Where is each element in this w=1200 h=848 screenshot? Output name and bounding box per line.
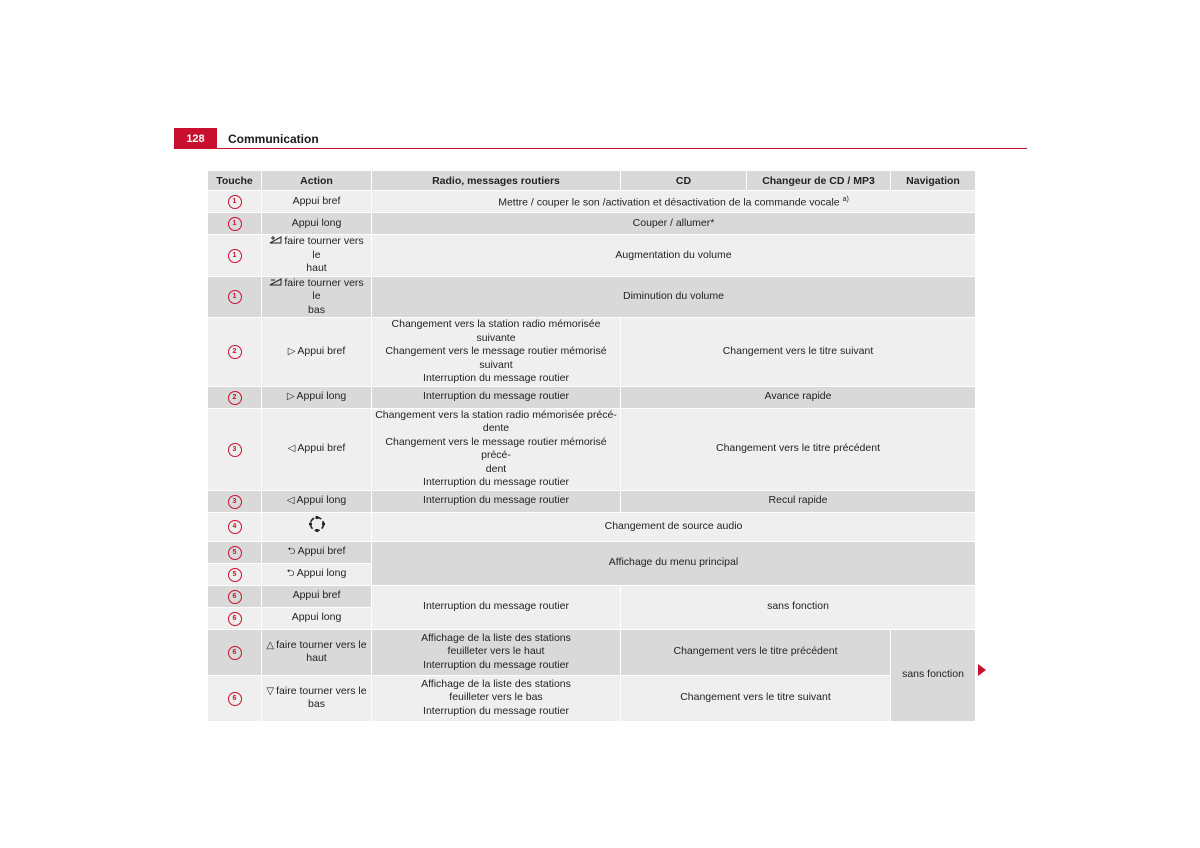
media-cell: Changement vers le titre suivant [621, 676, 890, 721]
action-cell: faire tourner vers le bas [262, 277, 371, 318]
function-cell: Diminution du volume [372, 277, 975, 318]
table-row [208, 586, 975, 607]
down-triangle-icon: ▽ [266, 685, 275, 697]
next-triangle-icon: ▷ [286, 391, 295, 403]
header-action: Action [262, 171, 371, 190]
function-cell: Affichage du menu principal [372, 542, 975, 585]
media-cell: Changement vers le titre suivant [621, 318, 975, 386]
key-cell [208, 318, 261, 386]
source-rotate-icon [308, 524, 326, 536]
key-number-badge: 6 [228, 692, 242, 706]
function-cell [372, 191, 975, 212]
action-cell: Appui long [262, 213, 371, 234]
key-number-badge: 6 [228, 590, 242, 604]
radio-cell: Interruption du message routier [372, 491, 620, 512]
key-cell [208, 191, 261, 212]
table-row [208, 513, 975, 541]
key-cell [208, 235, 261, 276]
radio-cell: Interruption du message routier [372, 387, 620, 408]
radio-cell: Changement vers la station radio mémorisée précé- dente Changement vers le message routier mémorisé précé- dent Interruption du message routier [372, 409, 620, 490]
function-cell: Couper / allumer* [372, 213, 975, 234]
key-cell [208, 491, 261, 512]
media-cell: Recul rapide [621, 491, 975, 512]
table-row [208, 277, 975, 318]
key-number-badge: 2 [228, 391, 242, 405]
previous-triangle-icon: ◁ [287, 443, 296, 455]
header-navigation: Navigation [891, 171, 975, 190]
key-cell [208, 513, 261, 541]
key-number-badge: 1 [228, 195, 242, 209]
volume-down-icon [269, 277, 282, 291]
key-cell [208, 676, 261, 721]
radio-cell: Interruption du message routier [372, 586, 620, 629]
table-row [208, 676, 975, 721]
radio-cell: Changement vers la station radio mémorisée suivante Changement vers le message routier mémorisé suivant Interruption du message routier [372, 318, 620, 386]
key-number-badge: 1 [228, 217, 242, 231]
controls-table [207, 170, 976, 722]
function-cell: Augmentation du volume [372, 235, 975, 276]
table-row [208, 630, 975, 675]
table-row [208, 542, 975, 563]
table-row [208, 318, 975, 386]
table-header-row [208, 171, 975, 190]
action-cell: ▷ Appui long [262, 387, 371, 408]
media-cell: sans fonction [621, 586, 975, 629]
action-cell: Appui bref [262, 191, 371, 212]
key-cell [208, 564, 261, 585]
key-number-badge: 3 [228, 443, 242, 457]
key-cell [208, 608, 261, 629]
table-row [208, 491, 975, 512]
table-row [208, 387, 975, 408]
navigation-cell: sans fonction [891, 630, 975, 721]
footnote-marker: a) [842, 196, 849, 203]
action-cell [262, 513, 371, 541]
key-cell [208, 542, 261, 563]
action-cell: ⮌ Appui bref [262, 542, 371, 563]
header-rule [174, 148, 1027, 149]
key-number-badge: 4 [228, 520, 242, 534]
header-changeur: Changeur de CD / MP3 [747, 171, 890, 190]
previous-triangle-icon: ◁ [286, 495, 295, 507]
table-row [208, 235, 975, 276]
table-row [208, 409, 975, 490]
table-row [208, 191, 975, 212]
action-cell: faire tourner vers le haut [262, 235, 371, 276]
action-cell: ⮌ Appui long [262, 564, 371, 585]
action-cell: ◁ Appui bref [262, 409, 371, 490]
key-number-badge: 1 [228, 290, 242, 304]
up-triangle-icon: △ [266, 639, 275, 651]
key-cell [208, 630, 261, 675]
header-touche: Touche [208, 171, 261, 190]
key-number-badge: 5 [228, 546, 242, 560]
media-cell: Avance rapide [621, 387, 975, 408]
action-cell: Appui long [262, 608, 371, 629]
action-cell: ◁ Appui long [262, 491, 371, 512]
action-cell: Appui bref [262, 586, 371, 607]
radio-cell: Affichage de la liste des stations feuilleter vers le bas Interruption du message routier [372, 676, 620, 721]
media-cell: Changement vers le titre précédent [621, 630, 890, 675]
function-text: Mettre / couper le son /activation et désactivation de la commande vocale [498, 196, 840, 209]
key-number-badge: 3 [228, 495, 242, 509]
key-cell [208, 277, 261, 318]
key-number-badge: 2 [228, 345, 242, 359]
key-cell [208, 586, 261, 607]
back-arrow-icon: ⮌ [286, 568, 295, 580]
table-row [208, 213, 975, 234]
next-triangle-icon: ▷ [287, 346, 296, 357]
action-cell: △ faire tourner vers le haut [262, 630, 371, 675]
action-cell: ▷ Appui bref [262, 318, 371, 386]
key-number-badge: 6 [228, 646, 242, 660]
media-cell: Changement vers le titre précédent [621, 409, 975, 490]
key-number-badge: 1 [228, 249, 242, 263]
header-cd: CD [621, 171, 746, 190]
volume-up-icon [269, 235, 282, 249]
key-number-badge: 5 [228, 568, 242, 582]
section-title: Communication [228, 132, 319, 146]
back-arrow-icon: ⮌ [287, 546, 296, 558]
key-number-badge: 6 [228, 612, 242, 626]
key-cell [208, 387, 261, 408]
radio-cell: Affichage de la liste des stations feuilleter vers le haut Interruption du message routier [372, 630, 620, 675]
page-number: 128 [174, 128, 217, 149]
next-page-arrow-icon [978, 664, 986, 676]
action-cell: ▽ faire tourner vers le bas [262, 676, 371, 721]
header-radio: Radio, messages routiers [372, 171, 620, 190]
function-cell: Changement de source audio [372, 513, 975, 541]
key-cell [208, 213, 261, 234]
key-cell [208, 409, 261, 490]
